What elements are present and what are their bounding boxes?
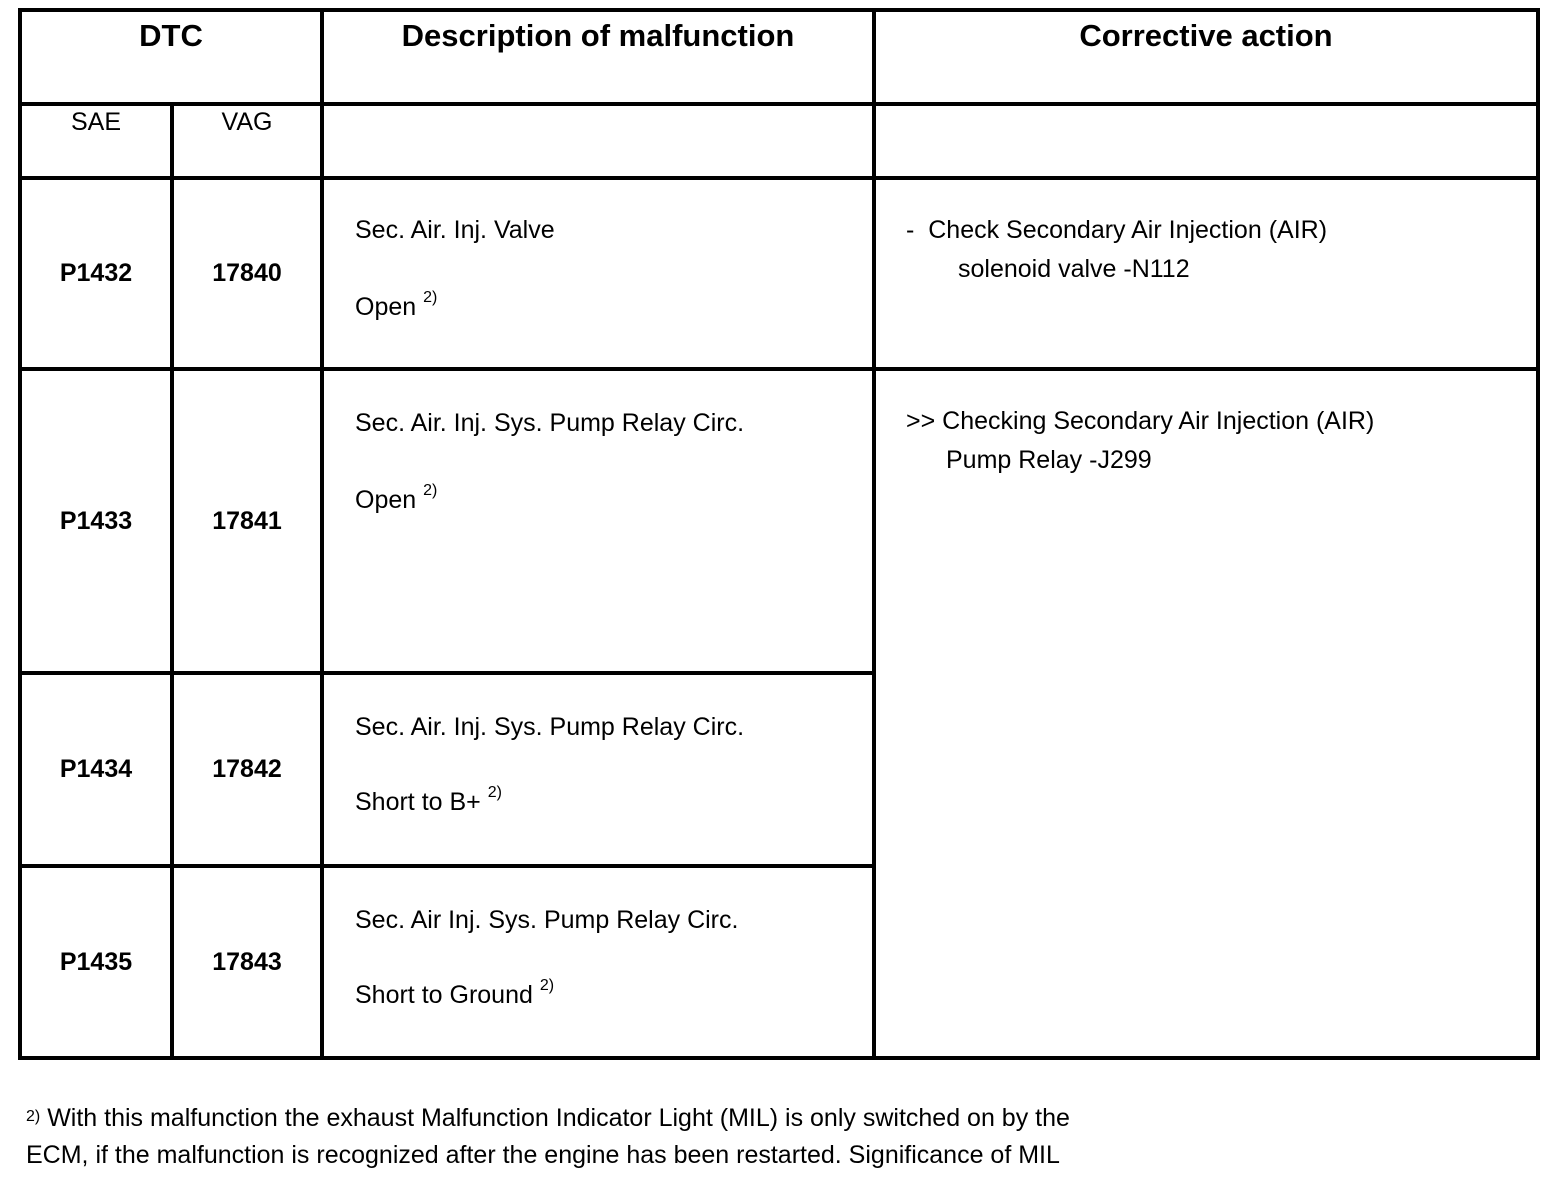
description-line1: Sec. Air Inj. Sys. Pump Relay Circ. [355, 906, 739, 934]
malfunction-description [322, 178, 874, 369]
description-condition: Short to Ground [355, 981, 533, 1009]
header-description: Description of malfunction [322, 10, 874, 104]
action-text: Check Secondary Air Injection (AIR) [928, 216, 1328, 244]
description-line1: Sec. Air. Inj. Valve [355, 216, 555, 244]
malfunction-description [322, 369, 874, 673]
header-sae: SAE [20, 104, 172, 178]
sae-code: P1432 [20, 178, 172, 369]
header-dtc: DTC [20, 10, 322, 104]
description-condition: Short to B+ [355, 788, 481, 816]
vag-code: 17842 [172, 673, 322, 866]
header-corrective-action: Corrective action [874, 10, 1538, 104]
description-line1: Sec. Air. Inj. Sys. Pump Relay Circ. [355, 713, 745, 741]
dtc-table [18, 8, 1540, 1060]
table-row [20, 369, 1538, 673]
sae-code: P1435 [20, 866, 172, 1058]
vag-code: 17841 [172, 369, 322, 673]
description-line2 [355, 482, 872, 515]
description-line1: Sec. Air. Inj. Sys. Pump Relay Circ. [355, 409, 745, 437]
footnote-ref: 2) [423, 289, 438, 306]
corrective-action [874, 178, 1538, 369]
sae-code: P1433 [20, 369, 172, 673]
action-line1 [906, 407, 1536, 436]
action-line2: Pump Relay -J299 [946, 446, 1152, 474]
description-condition: Open [355, 293, 417, 321]
action-line2: solenoid valve -N112 [958, 255, 1190, 283]
corrective-action [874, 369, 1538, 1058]
malfunction-description [322, 866, 874, 1058]
sae-code: P1434 [20, 673, 172, 866]
header-row [20, 10, 1538, 104]
footnote-ref: 2) [539, 977, 555, 994]
subheader-empty-desc [322, 104, 874, 178]
subheader-row [20, 104, 1538, 178]
footnote-line1 [26, 1100, 1326, 1137]
action-prefix: - [906, 216, 915, 244]
action-line1 [906, 216, 1536, 245]
footnote-text-1: With this malfunction the exhaust Malfunction Indicator Light (MIL) is only switched on by the [47, 1104, 1070, 1132]
malfunction-description [322, 673, 874, 866]
action-text: Checking Secondary Air Injection (AIR) [942, 407, 1375, 435]
subheader-empty-action [874, 104, 1538, 178]
description-line2 [355, 784, 872, 817]
description-line2 [355, 289, 872, 322]
description-line2 [355, 977, 872, 1010]
footnote [26, 1100, 1326, 1174]
header-vag: VAG [172, 104, 322, 178]
footnote-ref: 2) [487, 784, 502, 801]
action-prefix: >> [906, 407, 936, 435]
description-condition: Open [355, 486, 417, 514]
vag-code: 17843 [172, 866, 322, 1058]
table-row [20, 178, 1538, 369]
footnote-line2: ECM, if the malfunction is recognized after the engine has been restarted. Significance of MIL [26, 1141, 1060, 1169]
footnote-mark: 2) [26, 1108, 41, 1125]
footnote-ref: 2) [423, 482, 438, 499]
vag-code: 17840 [172, 178, 322, 369]
